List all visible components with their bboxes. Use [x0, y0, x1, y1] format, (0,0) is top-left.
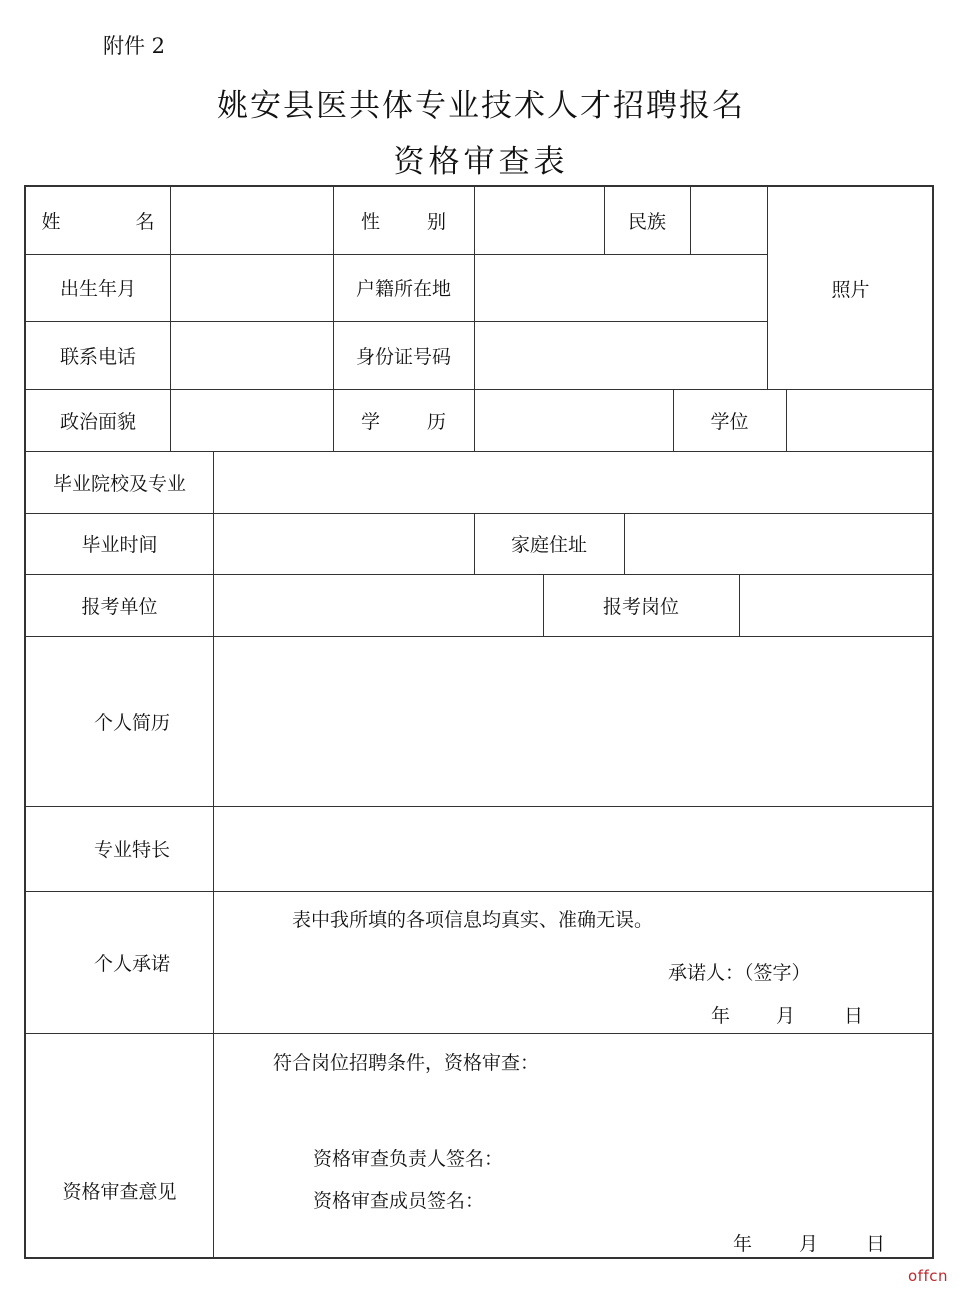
label-education: 学 历: [360, 410, 460, 433]
label-apply-post: 报考岗位: [602, 595, 679, 618]
education-field[interactable]: [474, 389, 673, 451]
name-field[interactable]: [170, 187, 333, 254]
gender-field[interactable]: [474, 187, 604, 254]
pledge-signer[interactable]: 承诺人：（签字）: [668, 962, 811, 984]
pledge-month: 月: [776, 1005, 796, 1027]
label-resume: 个人简历: [94, 711, 171, 734]
review-day: 日: [866, 1233, 886, 1255]
birth-field[interactable]: [170, 254, 333, 321]
grad-time-field[interactable]: [213, 513, 474, 574]
review-year: 年: [733, 1233, 753, 1255]
label-name: 姓 名: [41, 211, 183, 233]
political-field[interactable]: [170, 389, 333, 451]
attachment-label: 附件 2: [103, 34, 166, 58]
photo-box[interactable]: 照片: [831, 278, 870, 301]
pledge-year: 年: [711, 1005, 731, 1027]
pledge-day: 日: [844, 1005, 864, 1027]
degree-field[interactable]: [786, 389, 934, 451]
home-address-field[interactable]: [624, 513, 934, 574]
label-political: 政治面貌: [59, 410, 136, 433]
review-member-sign[interactable]: 资格审查成员签名：: [313, 1190, 485, 1212]
household-field[interactable]: [474, 254, 767, 321]
review-leader-sign[interactable]: 资格审查负责人签名：: [313, 1148, 504, 1170]
label-pledge: 个人承诺: [94, 952, 171, 975]
apply-unit-field[interactable]: [213, 574, 543, 636]
label-household: 户籍所在地: [355, 278, 451, 300]
review-statement: 符合岗位招聘条件，资格审查：: [273, 1052, 540, 1074]
qualification-review-form: [24, 185, 934, 1259]
apply-post-field[interactable]: [739, 574, 934, 636]
label-phone: 联系电话: [59, 345, 136, 368]
label-review: 资格审查意见: [62, 1181, 177, 1203]
specialty-field[interactable]: [213, 806, 934, 891]
label-degree: 学位: [710, 410, 749, 433]
pledge-statement: 表中我所填的各项信息均真实、准确无误。: [292, 909, 654, 931]
form-title: 姚安县医共体专业技术人才招聘报名: [217, 88, 745, 124]
id-number-field[interactable]: [474, 321, 767, 389]
resume-field[interactable]: [213, 636, 934, 806]
label-home-address: 家庭住址: [510, 534, 587, 556]
label-apply-unit: 报考单位: [81, 595, 158, 618]
label-ethnicity: 民族: [627, 211, 666, 233]
offcn-watermark: offcn: [908, 1267, 948, 1285]
phone-field[interactable]: [170, 321, 333, 389]
label-specialty: 专业特长: [94, 839, 171, 861]
label-birth: 出生年月: [59, 278, 136, 300]
label-grad-time: 毕业时间: [81, 534, 158, 556]
school-major-field[interactable]: [213, 451, 934, 513]
review-month: 月: [799, 1233, 819, 1255]
form-subtitle: 资格审查表: [393, 144, 569, 180]
label-school-major: 毕业院校及专业: [52, 472, 186, 495]
label-id-number: 身份证号码: [355, 345, 451, 368]
label-gender: 性 别: [360, 211, 460, 233]
ethnicity-field[interactable]: [690, 187, 767, 254]
